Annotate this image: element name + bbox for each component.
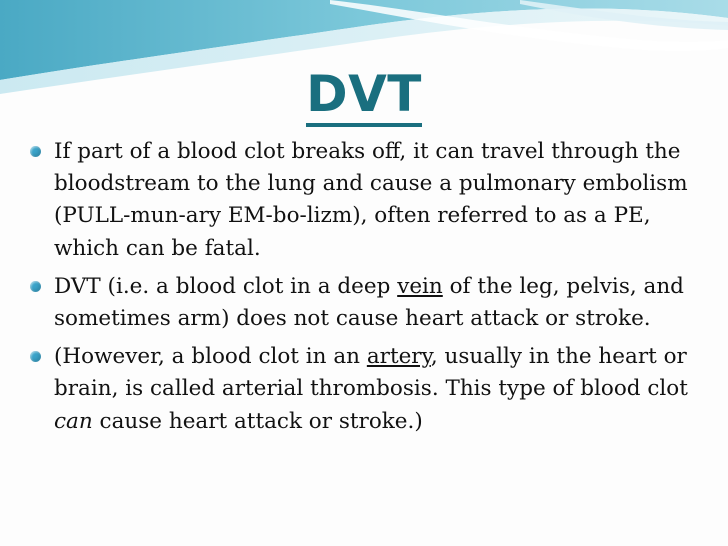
bullet-text-before: (However, a blood clot in an — [54, 344, 367, 370]
bullet-dot-icon — [30, 146, 41, 157]
underlined-word-vein: vein — [397, 273, 443, 299]
bullet-text-after: cause heart attack or stroke.) — [92, 408, 423, 434]
bullet-item-pe — [30, 136, 698, 265]
bullet-text-after: of the leg, pelvis, and sometimes arm) does not cause heart attack or stroke. — [54, 273, 684, 332]
bullet-item-dvt — [30, 271, 698, 335]
bullet-dot-icon — [30, 351, 41, 362]
bullet-text-before: DVT (i.e. a blood clot in a deep — [54, 273, 398, 299]
bullet-list — [30, 136, 698, 444]
underlined-word-artery: artery — [366, 344, 431, 370]
slide-title — [0, 62, 728, 126]
italic-word-can: can — [54, 408, 93, 434]
title-text: DVT — [306, 65, 422, 127]
bullet-item-arterial — [30, 341, 698, 438]
bullet-dot-icon — [30, 281, 41, 292]
bullet-text: If part of a blood clot breaks off, it can travel through the bloodstream to the lung and cause a pulmonary embolism (PULL-mun-ary EM-bo-lizm), often referred to as a PE, which can be fatal. — [54, 139, 688, 261]
bullet-text-middle: , usually in the heart or brain, is called arterial thrombosis. This type of blood clot — [54, 344, 688, 402]
